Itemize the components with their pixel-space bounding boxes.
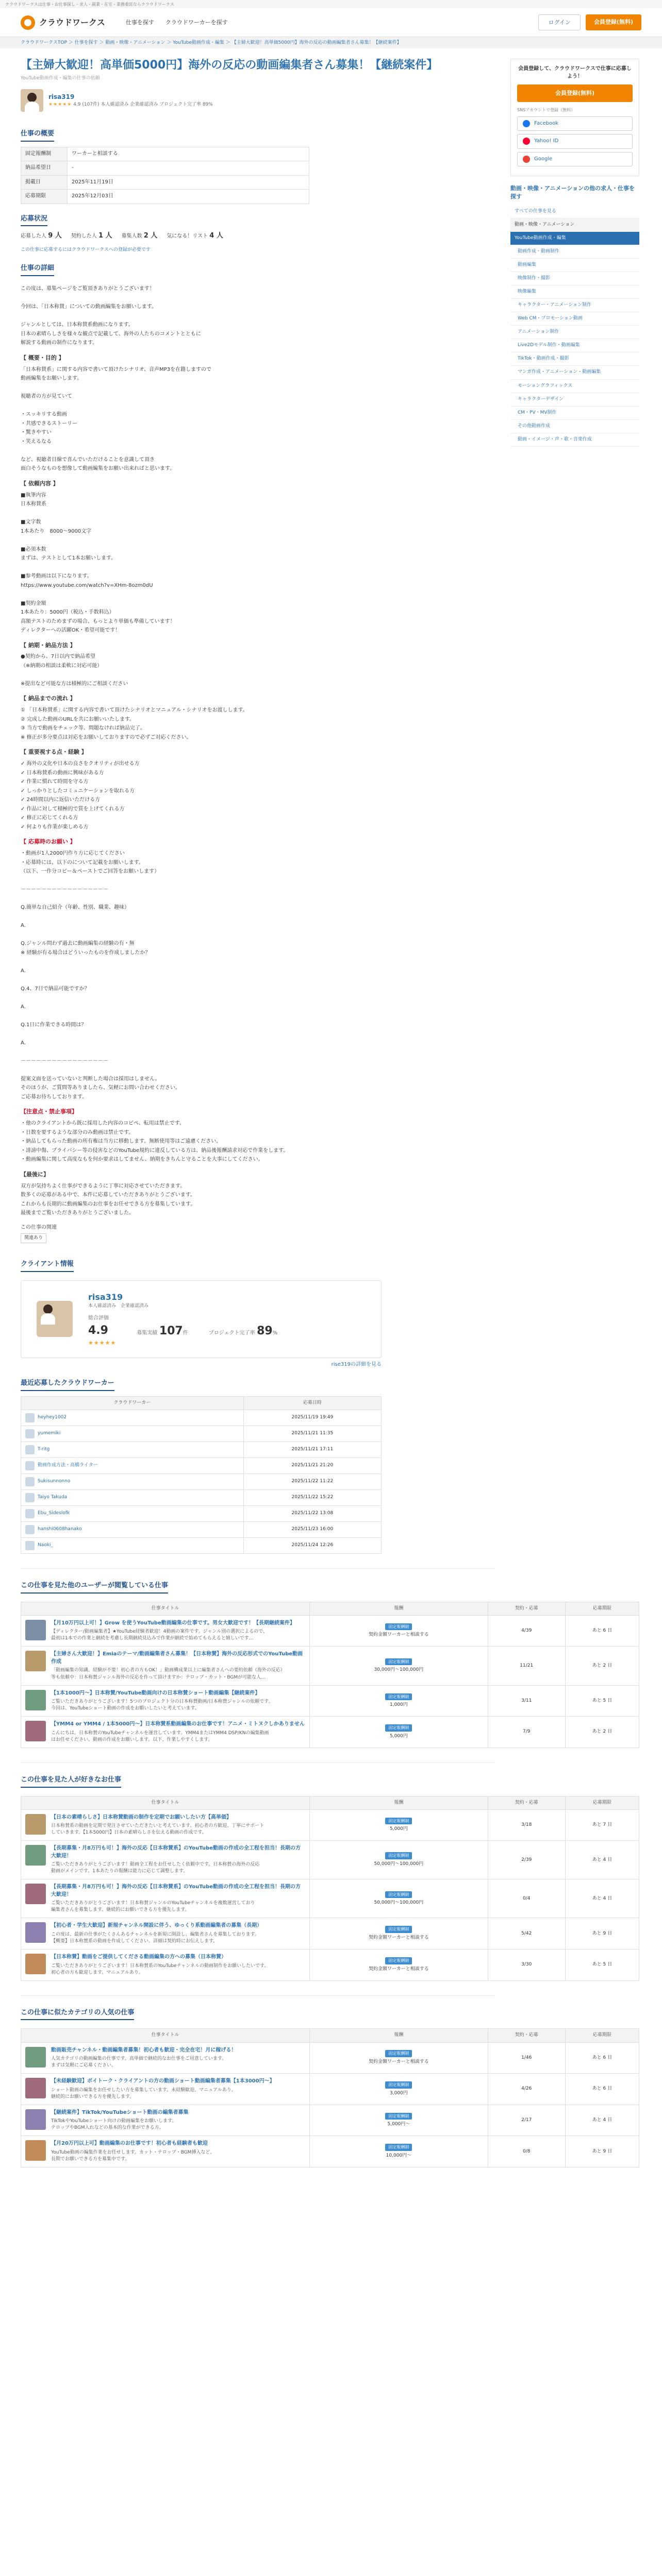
job-excerpt: 日本称賛系の動画を定期で発注させていただきたいと考えています。初心者の方歓迎、丁寧にサポート していきます。【1本5000円】日本の素晴らしさを伝える動画の作成です。 [51,1823,264,1836]
summary-value: 2025年11月19日 [68,175,309,190]
job-price: 契約金額ワーカーと相談する [368,1966,429,1972]
client-name[interactable]: risa319 [48,93,75,100]
price-type-badge: 固定報酬制 [385,2113,412,2120]
worker-row [21,1522,382,1538]
job-deadline: あと 7 日 [565,1809,639,1841]
worker-cell [21,1442,244,1458]
job-link[interactable]: 【未経験歓迎】ボイトーク・クライアントの方の動画ショート動画編集者募集【1本3000円〜】 [51,2078,275,2084]
category-item[interactable]: Live2Dモデル制作・動画編集 [510,339,639,352]
google-icon [523,156,530,163]
results-unit: 件 [183,1330,188,1336]
category-item[interactable]: マンガ作成・アニメーション・動画編集 [510,366,639,379]
worker-date: 2025/11/22 11:22 [243,1474,381,1490]
summary-label: 応募期限 [21,190,68,204]
col-price: 報酬 [310,2029,488,2042]
favorite-value: 4 人 [209,232,223,240]
job-thumbnail[interactable] [25,2140,46,2161]
detail-section-body: 「日本称賛系」に関する内容で書いて頂けたシナリオ、音声MP3を在籍しますので 動画編集をお願いします。 視聴者の方が見ていて ・スッキリする動画 ・共感できるストーリー ・驚きやすい ・笑えるなる など、視聴者目線で喜んでいただけることを意識して頂き 面白そうなものを想像して動画編集をお願い出来ればと思います。 [21,366,212,472]
worker-avatar-icon [25,1509,35,1518]
job-price: 契約金額ワーカーと相談する [368,1632,429,1638]
register-to-apply-link[interactable]: この仕事に応募するにはクラウドワークスへの登録が必要です [21,247,151,253]
price-type-badge: 固定報酬制 [385,1891,412,1899]
job-excerpt: TikTokやYouTubeショート向けの動画編集をお願いします。 テロップやBGM入れなどの基本的な作業ができる方。 [51,2119,177,2131]
summary-value: 2025年12月03日 [68,190,309,204]
category-item[interactable]: モーショングラフィックス [510,380,639,393]
col-price: 報酬 [310,1602,488,1615]
category-item[interactable]: キャラクター・アニメーション制作 [510,299,639,312]
client-mini [21,89,495,112]
job-thumbnail[interactable] [25,1620,46,1640]
col-price: 報酬 [310,1796,488,1809]
price-type-badge: 固定報酬制 [385,2081,412,2089]
job-thumbnail[interactable] [25,1814,46,1835]
job-subtitle: YouTube動画作成・編集の仕事の依頼 [21,75,100,81]
worker-row [21,1442,382,1458]
job-count: 3/30 [488,1950,565,1981]
col-count: 契約・応募 [488,1602,565,1615]
summary-table [21,147,309,204]
detail-section-title: 【 納期・納品方法 】 [21,641,76,649]
job-deadline: あと 4 日 [565,2105,639,2136]
job-deadline: あと 4 日 [565,1879,639,1918]
worker-cell [21,1522,244,1538]
recruit-value: 2 人 [143,232,158,240]
related3-heading: この仕事に似たカテゴリの人気の仕事 [21,2008,134,2021]
job-thumbnail[interactable] [25,1845,46,1866]
job-title: 【主婦大歓迎！高単価5000円】海外の反応の動画編集者さん募集！【継続案件】 [21,59,438,72]
job-price: 1,000円 [390,1702,408,1708]
category-item[interactable]: キャラクターデザイン [510,393,639,406]
worker-avatar-icon [25,1541,35,1550]
job-link[interactable]: 【長期募集・月8万円も可！】海外の反応【日本称賛系】のYouTube動画の作成の全工程を担当！長期の方大歓迎！ [51,1884,301,1897]
job-thumbnail[interactable] [25,2078,46,2098]
job-thumbnail[interactable] [25,1922,46,1943]
detail-intro: この度は、募集ページをご覧頂きありがとうございます！ 今回は、「日本称賛」についての動画編集をお願いします。 ジャンルとしては、日本称賛系動画になります。 日本の素晴らしさを様々な観点で記載して、海外の人たちのコメントとともに 解説する動画の制作になります。 [21,286,201,346]
contracted-value: 1 人 [98,232,112,240]
job-price: 30,000円〜100,000円 [374,1667,424,1673]
job-deadline: あと 4 日 [565,1841,639,1879]
job-count: 0/8 [488,2136,565,2167]
category-item[interactable]: アニメーション制作 [510,326,639,339]
job-price: 5,000円〜 [387,2122,410,2127]
worker-avatar-icon [25,1461,35,1470]
client-card-verify: 本人確認済み 企業確認済み [88,1303,149,1309]
detail-section-title: 【 依頼内容 】 [21,480,59,487]
breadcrumb[interactable]: クラウドワークスTOP ＞ 仕事を探す ＞ 動画・映像・アニメーション ＞ YouTube動画作成・編集 ＞ 【主婦大歓迎！高単価5000円】海外の反応の動画編集者さん募集！【継続案件】 [0,37,662,48]
job-thumbnail[interactable] [25,1884,46,1904]
client-detail-link[interactable]: rise319の詳細を見る [331,1361,382,1367]
signup-text: 会員登録して、クラウドワークスで仕事に応募しよう！ [518,66,632,79]
job-deadline: あと 6 日 [565,1615,639,1647]
summary-label: 固定報酬制 [21,147,68,161]
detail-section-title: 【 応募時のお願い 】 [21,838,76,845]
job-price: 50,000円〜100,000円 [374,1900,424,1906]
job-excerpt: ご覧いただきありがとうございます！動画全工程をお任せしたく依頼中です。日本称賛の海外の反応 動画がメインです。1本あたりの報酬は能力に応じて調整します。 [51,1862,260,1874]
job-count: 2/17 [488,2105,565,2136]
price-type-badge: 固定報酬制 [385,2050,412,2057]
job-excerpt: ショート動画の編集をお任せしたい方を募集しています。未経験歓迎、マニュアルあり。 継続的にお願いできる方を優先します。 [51,2087,236,2099]
signup-box [510,59,639,176]
apply-stats [21,231,495,241]
price-type-badge: 固定報酬制 [385,1623,412,1631]
job-excerpt: 【ディレクター/動画編集者】★YouTube経験者歓迎！4動画の案件です。ジャンル別の選択によるので、 最初は1本での作業と継続を考慮し長期継続見込みで作業が継続で始めてもらえると嬉しいです… [51,1629,268,1641]
summary-row [21,190,309,204]
category-item[interactable]: CM・PV・MV制作 [510,406,639,420]
worker-avatar-icon [25,1429,35,1438]
category-active[interactable]: YouTube動画作成・編集 [510,232,639,245]
worker-row [21,1426,382,1442]
worker-cell [21,1490,244,1506]
category-item[interactable]: その他動画作成 [510,420,639,433]
col-worker: クラウドワーカー [21,1396,244,1410]
job-excerpt: YouTube動画の編集作業をお任せします。カット・テロップ・BGM挿入など。 長期でお願いできる方を募集中です。 [51,2149,215,2162]
client-avatar[interactable] [21,89,43,112]
nav-find-workers[interactable]: クラウドワーカーを探す [165,19,228,26]
rating-value: 4.9 [88,1324,108,1337]
category-item[interactable]: 映像編集 [510,285,639,299]
sso-label: Facebook [534,120,558,126]
worker-row [21,1474,382,1490]
worker-date: 2025/11/21 17:11 [243,1442,381,1458]
detail-section-body: ■執筆内容 日本称賛系 ■文字数 1本あたり 8000〜9000文字 ■必須本数 まずは、テストとして1本お願いします。 ■参考動画は以下になります。 https://www.youtube.com/watch?v=XHm-8ozm0dU ■契約金額 1本あたり：5000円（税込・手数料込） 高額テストのためまずの場合、もっとより単価も準備しています！ ディレクターへの活躍OK・希望可能です！ [21,492,175,634]
price-type-badge: 固定報酬制 [385,1926,412,1933]
worker-row [21,1506,382,1522]
job-excerpt: ご覧いただきありがとうございます！日本称賛系のYouTubeチャンネルの動画制作をお願いしたいです。 初心者の方も歓迎します。マニュアルあり。 [51,1963,269,1975]
detail-section-title: 【 重要視する点・経験 】 [21,749,87,756]
worker-row [21,1410,382,1426]
client-card-avatar[interactable] [37,1301,73,1337]
job-count: 2/39 [488,1841,565,1879]
job-price: 5,000円 [390,1733,408,1739]
col-count: 契約・応募 [488,2029,565,2042]
client-info-heading: クライアント情報 [21,1260,74,1272]
category-parent[interactable]: 動画・映像・アニメーション [510,218,639,232]
attachments-label: この仕事の関連 [21,1224,57,1230]
rating-stars-icon: ★★★★★ [48,101,72,107]
col-title: 仕事タイトル [21,1796,310,1809]
job-count: 5/42 [488,1918,565,1950]
worker-avatar-icon [25,1445,35,1454]
job-count: 7/9 [488,1717,565,1748]
detail-section-body: 双方が気持ちよく仕事ができるように丁寧に対応させていただきます。 数多くの応募がある中で、本件に応募していただきありがとうございます。 これからも長期的に動画編集のお仕事をお任せできる方を募集しています。 最後までご覧いただきありがとうございました。 [21,1183,196,1216]
client-card [21,1280,382,1358]
apply-heading: 応募状況 [21,214,47,227]
job-link[interactable]: 【1本1000円〜】日本称賛/YouTube動画向けの日本称賛ショート動画編集【継続案件】 [51,1690,260,1696]
job-thumbnail[interactable] [25,1651,46,1671]
job-deadline: あと 2 日 [565,1647,639,1685]
worker-cell [21,1474,244,1490]
job-price: 10,000円〜 [386,2153,412,2158]
category-item[interactable]: 動画・イメージ・声・歌・音楽作成 [510,433,639,447]
related1-heading: この仕事を見た他のユーザーが閲覧している仕事 [21,1581,168,1594]
job-thumbnail[interactable] [25,1690,46,1710]
price-type-badge: 固定報酬制 [385,1818,412,1825]
worker-date: 2025/11/22 15:22 [243,1490,381,1506]
worker-name[interactable]: yumemiki [38,1431,61,1436]
job-link[interactable]: 【日本の素晴らしさ】日本称賛動画の制作を定期でお願いしたい方【高単価】 [51,1814,231,1820]
worker-date: 2025/11/22 13:08 [243,1506,381,1522]
worker-cell [21,1426,244,1442]
detail-section-body: ✓ 海外の文化や日本の良さをクオリティが出せる方 ✓ 日本称賛系の動画に興味がある方 ✓ 作業に慣れて時間を守る方 ✓ しっかりとしたコミュニケーションを取れる方 ✓ 24時間以内に返信いただける方 ✓ 作品に対して積極的で質を上げてくれる方 ✓ 修正に応じてくれる方 ✓ 何よりも作業が楽しめる方 [21,761,140,830]
logo-text: クラウドワークス [39,17,105,27]
price-type-badge: 固定報酬制 [385,1693,412,1701]
job-price: 契約金額ワーカーと相談する [368,1935,429,1940]
summary-row [21,147,309,161]
job-count: 11/21 [488,1647,565,1685]
job-price: 契約金額ワーカーと相談する [368,2059,429,2065]
detail-section-body: ① 「日本称賛系」に関する内容で書いて頂けたシナリオとマニュアル・シナリオをお渡しします。 ② 完成した動画のURLを共にお願いいたします。 ③ 当方で動画をチェック等、問題なければ納品完了。 ※ 修正が多分要点は対応をお願いしておりますので必ずご対応ください。 [21,707,248,740]
job-excerpt: 「動画編集の知識、経験が不要！初心者の方もOK！」動画構成業以上に編集者さんへの要約依頼（海外の反応） 等も依頼中：日本称賛ジャンル海外の反応を作って頂けますか：テロップ・カット・BGMが可能な人… [51,1668,285,1680]
worker-row [21,1458,382,1474]
category-list [510,205,639,447]
job-link[interactable]: 【長期募集・月8万円も可！】海外の反応【日本称賛系】のYouTube動画の作成の全工程を担当！長期の方大歓迎！ [51,1845,301,1859]
detail-section-body: ・他のクライアントから既に採用した内容のコピペ、転用は禁止です。 ・日数を要するような部分のみ動画は禁止です。 ・納品してもらった動画の所有権は当方に移動します。無断使用等はご遠慮ください。 ・誹謗中傷、プライバシー等の侵害などのYouTube規約に違反している方は、納品後報酬請求対応で作業をします。 ・動画編集に関して高度なもを何か要求はしてません、納期をきちんと守ることを大事にしてください。 [21,1121,289,1163]
worker-row [21,1490,382,1506]
category-item[interactable]: Web CM・プロモーション動画 [510,312,639,326]
job-link[interactable]: 動画販売チャンネル・動画編集者募集！初心者も歓迎・完全在宅！月に稼げる！ [51,2047,237,2053]
price-type-badge: 固定報酬制 [385,1957,412,1964]
client-meta: 4.9 (107件) 本人確認済み 企業確認済み プロジェクト完了率 89% [73,101,213,107]
facebook-login-button[interactable] [517,116,633,131]
col-title: 仕事タイトル [21,2029,310,2042]
category-item[interactable]: 動画作成・動画制作 [510,245,639,259]
login-button[interactable]: ログイン [538,14,580,31]
worker-cell [21,1538,244,1554]
category-all-link[interactable]: すべての仕事を見る [510,205,639,218]
sidebar [510,48,639,2167]
yahoo-icon [523,138,530,145]
job-link[interactable]: 【初心者・学生大歓迎】新規チャンネル開設に伴う、ゆっくり系動画編集者の募集（長期） [51,1923,262,1929]
site-header [0,8,662,37]
job-excerpt: この度は、最新の仕事がたくさんあるチャンネルを新規に開設し、編集者さんを募集しております。 【概要】日本称賛系の動画を作成してください。詳細は契約時にお伝えします。 [51,1931,259,1944]
completion-unit: % [272,1330,278,1336]
sso-label: Google [534,156,553,162]
worker-cell [21,1410,244,1426]
results-value: 107 [159,1324,183,1337]
worker-name[interactable]: Sukisunnonno [38,1479,71,1484]
rating-label: 総合評価 [88,1315,109,1321]
sso-label: Yahoo! ID [534,138,559,144]
worker-avatar-icon [25,1493,35,1502]
worker-name[interactable]: 動画作成方法・高橋ライター [38,1463,98,1468]
yahoo-login-button[interactable] [517,134,633,149]
sidebar-register-button[interactable]: 会員登録(無料) [517,84,633,102]
detail-section-title: 【最後に】 [21,1171,49,1178]
job-link[interactable]: 【YMM4 or YMM4 / 1本5000円〜】日本称賛系動画編集のお仕事です！アニメ・ミトヌクしかありません [51,1721,305,1727]
worker-date: 2025/11/19 19:49 [243,1410,381,1426]
category-heading: 動画・映像・アニメーションの他の求人・仕事を探す [510,185,635,200]
col-deadline: 応募期限 [565,1602,639,1615]
worker-avatar-icon [25,1477,35,1486]
facebook-icon [523,120,530,127]
job-count: 3/18 [488,1809,565,1841]
summary-value: ワーカーと相談する [68,147,309,161]
recruit-label: 募集人数 [121,233,142,240]
job-count: 4/39 [488,1615,565,1647]
site-logo[interactable] [21,15,105,30]
summary-label: 納品希望日 [21,161,68,176]
worker-date: 2025/11/21 21:20 [243,1458,381,1474]
job-price: 50,000円〜100,000円 [374,1861,424,1867]
completion-value: 89 [257,1324,273,1337]
job-deadline: あと 5 日 [565,1685,639,1717]
job-deadline: あと 9 日 [565,2136,639,2167]
recent-workers-heading: 最近応募したクラウドワーカー [21,1379,114,1391]
summary-label: 掲載日 [21,175,68,190]
worker-name[interactable]: Naoki_ [38,1543,53,1548]
attachments-value: 関連あり [21,1233,46,1243]
price-type-badge: 固定報酬制 [385,1724,412,1732]
worker-name[interactable]: Ebu_Sideslofk [38,1511,70,1516]
job-deadline: あと 5 日 [565,1950,639,1981]
worker-cell [21,1506,244,1522]
applied-value: 9 人 [48,232,62,240]
detail-section-title: 【 納品までの流れ 】 [21,695,76,702]
summary-heading: 仕事の概要 [21,129,54,142]
job-link[interactable]: 【主婦さん大歓迎！】Emiaのテーマ/動画編集者さん募集！【日本称賛】海外の反応形式でのYouTube動画作成 [51,1651,303,1665]
job-thumbnail[interactable] [25,1721,46,1741]
job-deadline: あと 6 日 [565,2074,639,2105]
job-excerpt: こんにちは。日本称賛のYouTubeチャンネルを運営しています。YMM4またはYMM4 DSP/KNの編集動画 はお任せください。動画の作成をお願いします。以下、作業しやすくします。 [51,1730,269,1742]
job-thumbnail[interactable] [25,1954,46,1974]
job-price: 3,000円 [390,2090,408,2096]
job-link[interactable]: 【月10万円以上可！】Grow を使うYouTube動画編集の仕事です。男女大歓迎です！【長期継続案件】 [51,1620,295,1626]
results-label: 募集実績 [137,1330,158,1336]
job-link[interactable]: 【月20万円以上可】動画編集のお仕事です！初心者も経験者も歓迎 [51,2141,208,2147]
category-item[interactable]: TikTok・動画作成・撮影 [510,352,639,366]
summary-row [21,175,309,190]
favorite-label: 気になる！リスト [167,233,208,240]
top-strip: クラウドワークスは仕事・お仕事探し・求人・副業・在宅・業務委託ならクラウドワークス [0,0,662,8]
job-count: 4/26 [488,2074,565,2105]
recent-workers-table [21,1396,382,1554]
rating-stars-icon: ★★★★★ [88,1339,117,1346]
summary-row [21,161,309,176]
job-link[interactable]: 【日本称賛】動画をご提供してくださる動画編集の方への募集（日本称賛） [51,1954,226,1960]
sso-note: SNSアカウントで登録（無料） [517,107,575,112]
job-excerpt: ご覧いただきありがとうございます！5つのプロジェクト分の日本称賛動画/日本称賛ジャンルの依頼です。 今回は、YouTubeショート動画の作成をお願いしたいと考えています。 [51,1699,273,1711]
logo-mark-icon [21,15,35,30]
detail-section-title: 【 概要・目的 】 [21,354,64,361]
client-card-name[interactable]: risa319 [88,1292,123,1302]
contracted-label: 契約した人 [71,233,97,240]
price-type-badge: 固定報酬制 [385,1852,412,1859]
job-link[interactable]: 【継続案件】TikTok/YouTubeショート動画の編集者募集 [51,2109,189,2115]
summary-value: - [68,161,309,176]
worker-date: 2025/11/23 16:00 [243,1522,381,1538]
job-deadline: あと 9 日 [565,1918,639,1950]
register-button[interactable]: 会員登録(無料) [586,14,641,31]
worker-name[interactable]: hanshi0608hanako [38,1527,82,1532]
google-login-button[interactable] [517,152,633,167]
completion-label: プロジェクト完了率 [208,1330,255,1336]
worker-row [21,1538,382,1554]
job-count: 1/46 [488,2042,565,2074]
price-type-badge: 固定報酬制 [385,1658,412,1666]
worker-cell [21,1458,244,1474]
job-price: 5,000円 [390,1826,408,1832]
detail-section-body: ●契約から、7日以内で納品希望 （※納期の相談は柔軟に対応可能） ※提出など可能な方は積極的にご相談ください [21,654,128,687]
worker-name[interactable]: T-ritg [38,1447,50,1452]
col-title: 仕事タイトル [21,1602,310,1615]
col-count: 契約・応募 [488,1796,565,1809]
detail-section-title: 【注意点・禁止事項】 [21,1108,77,1115]
worker-name[interactable]: Taiyo Takuda [38,1495,68,1500]
related2-heading: この仕事を見た人が好きなお仕事 [21,1775,121,1788]
job-count: 3/11 [488,1685,565,1717]
detail-section-body: ・動画が1人2000円作り方に応じてください ・応募時には、以下のについて記載をお願いします。 （以下、一作分コピー＆ペーストでご回答をお願いします） －－－－－－－－－－－－－－－－－ Q.簡単な自己紹介（年齢、性別、職業、趣味） A. Q.ジャンル問わず過去に動画編集の経験の有・無 ※ 経験が有る場合はどういったものを作成しましたか？ A. Q.4、7日で納品可能ですか？ A. Q.1日に作業できる時間は？ A. －－－－－－－－－－－－－－－－－ 提案文面を送っていないと判断した場合は採用はしません。 そのほうが、ご質問等ありましたら、気軽にお問い合わせください。 ご応募お待ちしております。 [21,851,180,1100]
nav-find-jobs[interactable]: 仕事を探す [125,19,154,26]
applied-label: 応募した人 [21,233,46,240]
category-item[interactable]: 映像制作・撮影 [510,272,639,285]
job-count: 0/4 [488,1879,565,1918]
category-item[interactable]: 動画編集 [510,259,639,272]
job-deadline: あと 6 日 [565,2042,639,2074]
col-deadline: 応募期限 [565,2029,639,2042]
job-deadline: あと 2 日 [565,1717,639,1748]
worker-date: 2025/11/24 12:26 [243,1538,381,1554]
worker-avatar-icon [25,1525,35,1534]
worker-date: 2025/11/21 11:35 [243,1426,381,1442]
worker-avatar-icon [25,1413,35,1422]
job-thumbnail[interactable] [25,2047,46,2067]
col-deadline: 応募期限 [565,1796,639,1809]
detail-heading: 仕事の詳細 [21,264,54,276]
job-thumbnail[interactable] [25,2109,46,2130]
job-excerpt: 人気カテゴリの動画編集の仕事です。高単価で継続的なお仕事をご用意しています。 まずは気軽にご応募ください。 [51,2056,227,2069]
job-excerpt: ご覧いただきありがとうございます！日本称賛ジャンルのYouTubeチャンネルを複数運営しており 編集者さんを募集します。継続的にお願いできる方を優先します。 [51,1901,255,1913]
col-date: 応募日時 [243,1396,381,1410]
worker-name[interactable]: heyhey1002 [38,1415,67,1420]
price-type-badge: 固定報酬制 [385,2144,412,2151]
